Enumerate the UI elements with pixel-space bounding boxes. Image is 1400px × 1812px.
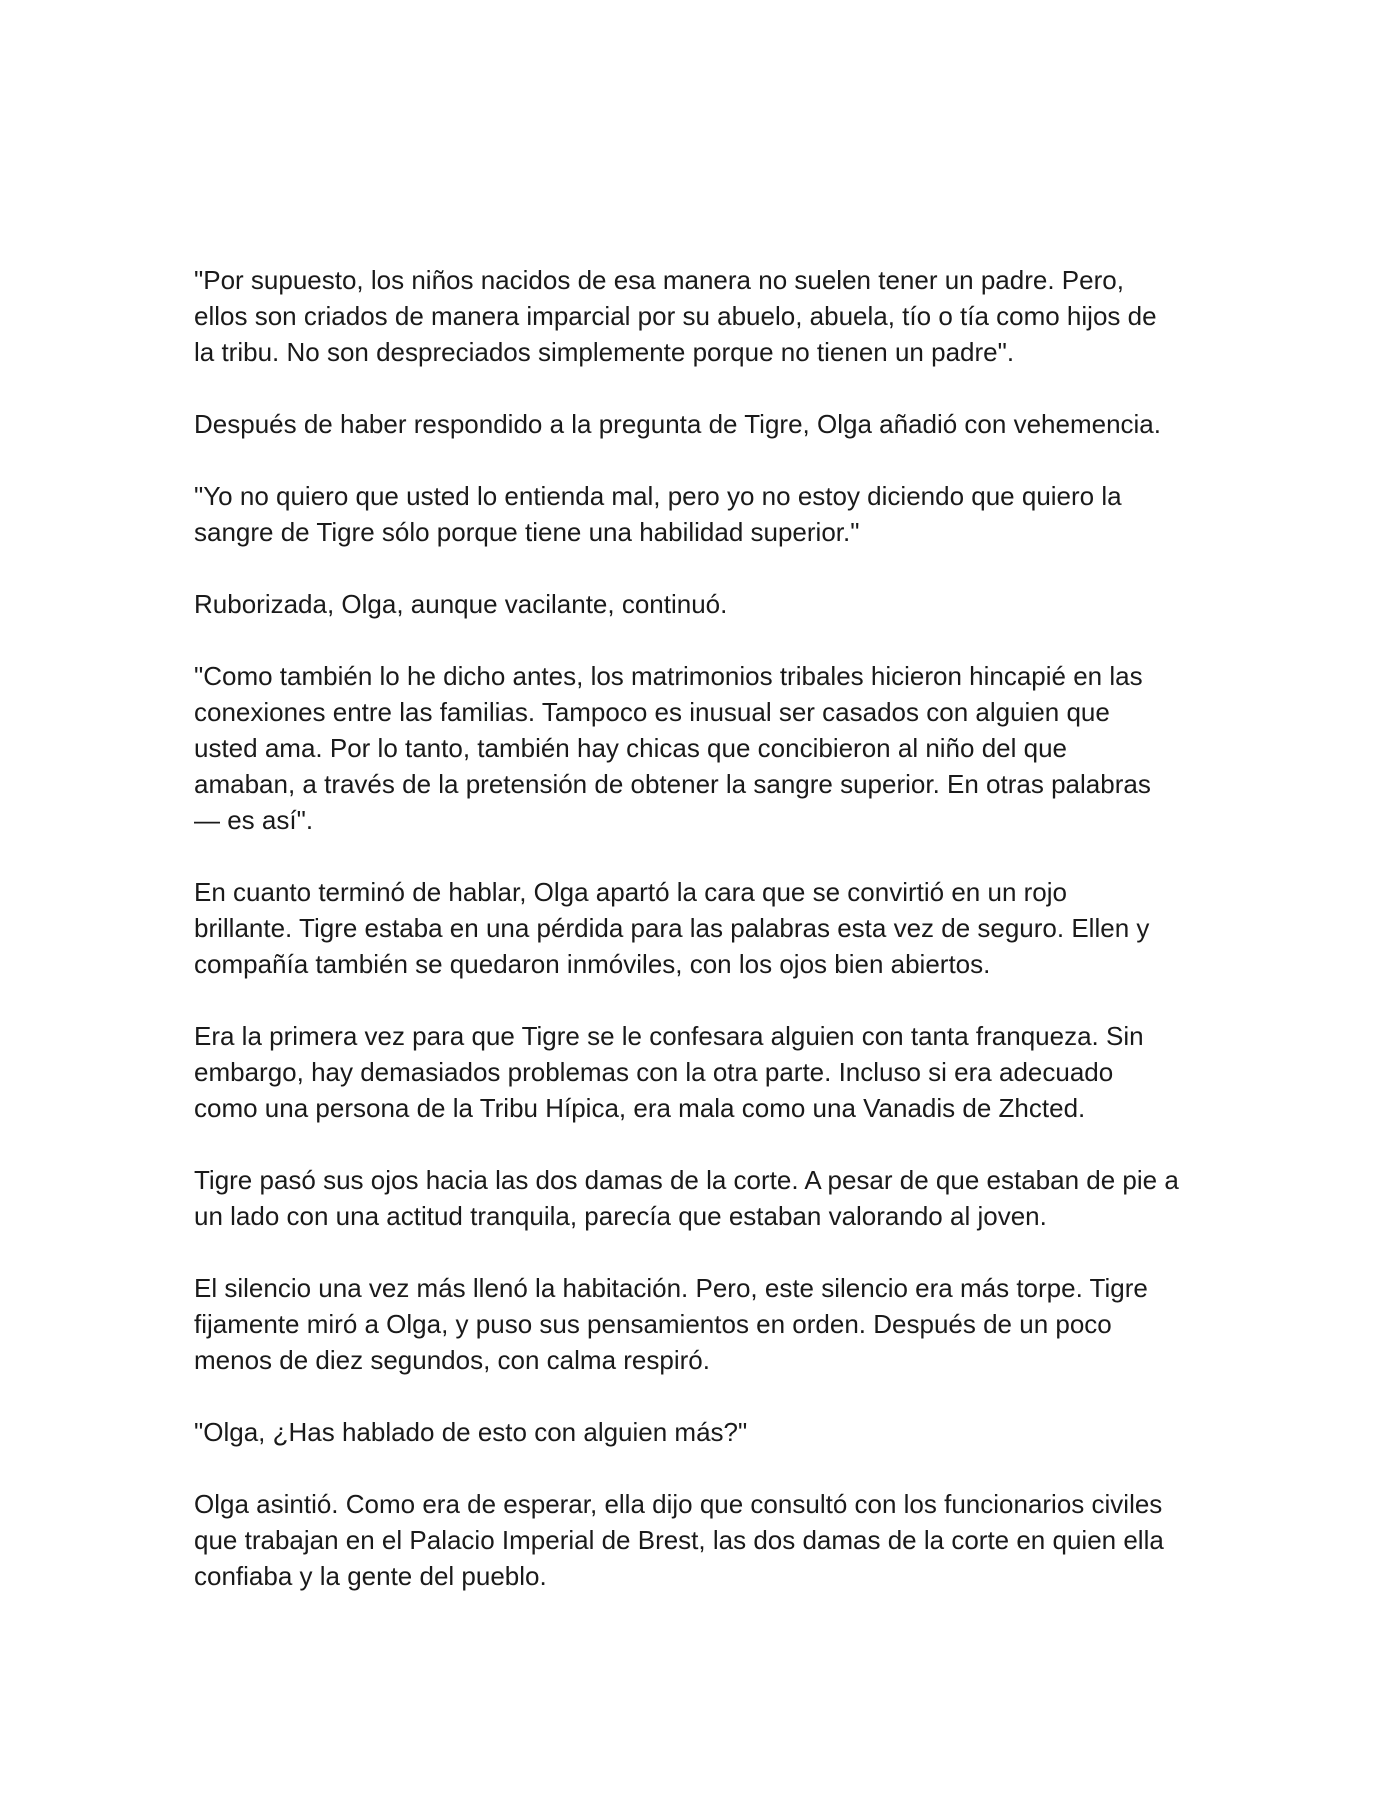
paragraph-4: Ruborizada, Olga, aunque vacilante, continuó. (194, 589, 728, 619)
paragraph-5: "Como también lo he dicho antes, los matrimonios tribales hicieron hincapié en las conexiones entre las familias. Tampoco es inusual ser casados con alguien que usted ama. Por lo tanto, también hay chicas que concibieron al niño del que amaban, a través de la pretensión de obtener la sangre superior. En otras palabras — es así". (194, 661, 1151, 835)
document-body (194, 262, 1206, 1594)
paragraph-8: Tigre pasó sus ojos hacia las dos damas de la corte. A pesar de que estaban de pie a un lado con una actitud tranquila, parecía que estaban valorando al joven. (194, 1165, 1179, 1231)
paragraph-1: "Por supuesto, los niños nacidos de esa manera no suelen tener un padre. Pero, ellos son criados de manera imparcial por su abuelo, abuela, tío o tía como hijos de la tribu. No son despreciados simplemente porque no tienen un padre". (194, 265, 1157, 367)
paragraph-3: "Yo no quiero que usted lo entienda mal, pero yo no estoy diciendo que quiero la sangre de Tigre sólo porque tiene una habilidad superior." (194, 481, 1122, 547)
paragraph-2: Después de haber respondido a la pregunta de Tigre, Olga añadió con vehemencia. (194, 409, 1161, 439)
paragraph-11: Olga asintió. Como era de esperar, ella dijo que consultó con los funcionarios civiles que trabajan en el Palacio Imperial de Brest, las dos damas de la corte en quien ella confiaba y la gente del pueblo. (194, 1489, 1164, 1591)
paragraph-9: El silencio una vez más llenó la habitación. Pero, este silencio era más torpe. Tigre fijamente miró a Olga, y puso sus pensamientos en orden. Después de un poco menos de diez segundos, con calma respiró. (194, 1273, 1148, 1375)
paragraph-6: En cuanto terminó de hablar, Olga apartó la cara que se convirtió en un rojo brillante. Tigre estaba en una pérdida para las palabras esta vez de seguro. Ellen y compañía también se quedaron inmóviles, con los ojos bien abiertos. (194, 877, 1150, 979)
paragraph-7: Era la primera vez para que Tigre se le confesara alguien con tanta franqueza. Sin embargo, hay demasiados problemas con la otra parte. Incluso si era adecuado como una persona de la Tribu Hípica, era mala como una Vanadis de Zhcted. (194, 1021, 1144, 1123)
paragraph-10: "Olga, ¿Has hablado de esto con alguien más?" (194, 1417, 748, 1447)
